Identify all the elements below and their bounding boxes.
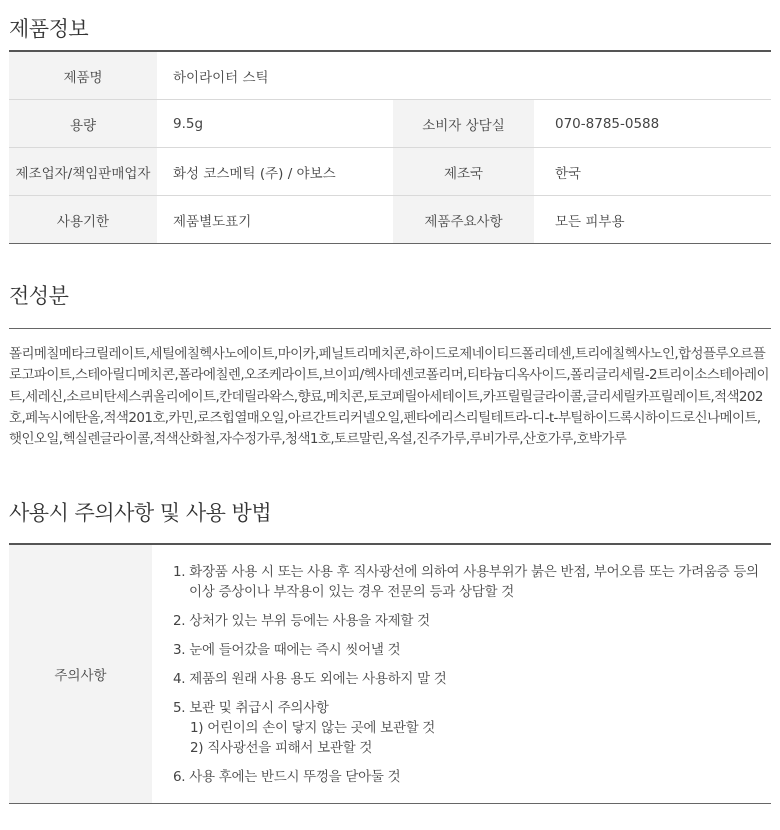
caution-item-continuation: 이상 증상이나 부작용이 있는 경우 전문의 등과 상담할 것 [189,584,514,600]
table-row [9,99,771,147]
label-expiry: 사용기한 [9,196,157,243]
caution-subitem: 2) 직사광선을 피해서 보관할 것 [190,740,373,756]
label-manufacturer: 제조업자/책임판매업자 [9,148,157,195]
product-info-heading: 제품정보 [9,17,89,41]
value-expiry: 제품별도표기 [157,196,393,243]
table-row [9,52,771,99]
caution-item-text: 2. 상처가 있는 부위 등에는 사용을 자제할 것 [173,613,430,629]
list-item [173,562,771,602]
list-item [173,611,771,631]
label-volume: 용량 [9,100,157,147]
list-item [173,640,771,660]
list-item [173,669,771,689]
value-country: 한국 [534,148,771,195]
product-info-table [9,50,771,244]
caution-heading: 사용시 주의사항 및 사용 방법 [9,501,272,525]
caution-item-text: 3. 눈에 들어갔을 때에는 즉시 씻어낼 것 [173,642,401,658]
value-key-notes: 모든 피부용 [534,196,771,243]
value-consumer-center: 070-8785-0588 [534,100,771,147]
list-item [173,698,771,758]
label-product-name: 제품명 [9,52,157,99]
caution-table [9,543,771,804]
label-country: 제조국 [393,148,534,195]
caution-list [152,545,771,803]
caution-item-text: 4. 제품의 원래 사용 용도 외에는 사용하지 말 것 [173,671,447,687]
caution-subitem: 1) 어린이의 손이 닿지 않는 곳에 보관할 것 [190,720,436,736]
value-manufacturer: 화성 코스메틱 (주) / 야보스 [157,148,393,195]
caution-item-text: 5. 보관 및 취급시 주의사항 [173,700,329,716]
label-consumer-center: 소비자 상담실 [393,100,534,147]
caution-label: 주의사항 [9,545,152,803]
table-row [9,195,771,243]
table-row [9,147,771,195]
value-product-name: 하이라이터 스틱 [157,52,771,99]
list-item [173,767,771,787]
label-key-notes: 제품주요사항 [393,196,534,243]
value-volume: 9.5g [157,100,393,147]
caution-item-text: 1. 화장품 사용 시 또는 사용 후 직사광선에 의하여 사용부위가 붉은 반점, 부어오름 또는 가려움증 등의 [173,564,759,580]
ingredients-text: 폴리메칠메타크릴레이트,세틸에칠헥사노에이트,마이카,페닐트리메치콘,하이드로제네이티드폴리데센,트리에칠헥사노인,합성플루오르플로고파이트,스테아릴디메치콘,폴라에칠렌,오조케라이트,브이피/헥사데센코폴리머,티타늄디옥사이드,폴리글리세릴-2트리이소스테아레이트,세레신,소르비탄세스퀴올리에이트,칸데릴라왁스,향료,메치콘,토코페릴아세테이트,카프릴릴글라이콜,글리세릴카프릴레이트,적색202호,페녹시에탄올,적색201호,카민,로즈힙열매오일,아르간트리커넬오일,펜타에리스리틸테트라-디-t-부틸하이드록시하이드로신나메이트,햇인오일,헥실렌글라이콜,적색산화철,자수정가루,청색1호,토르말린,옥설,진주가루,루비가루,산호가루,호박가루 [9,328,771,450]
caution-item-text: 6. 사용 후에는 반드시 뚜껑을 닫아둘 것 [173,769,401,785]
ingredients-heading: 전성분 [9,284,69,308]
